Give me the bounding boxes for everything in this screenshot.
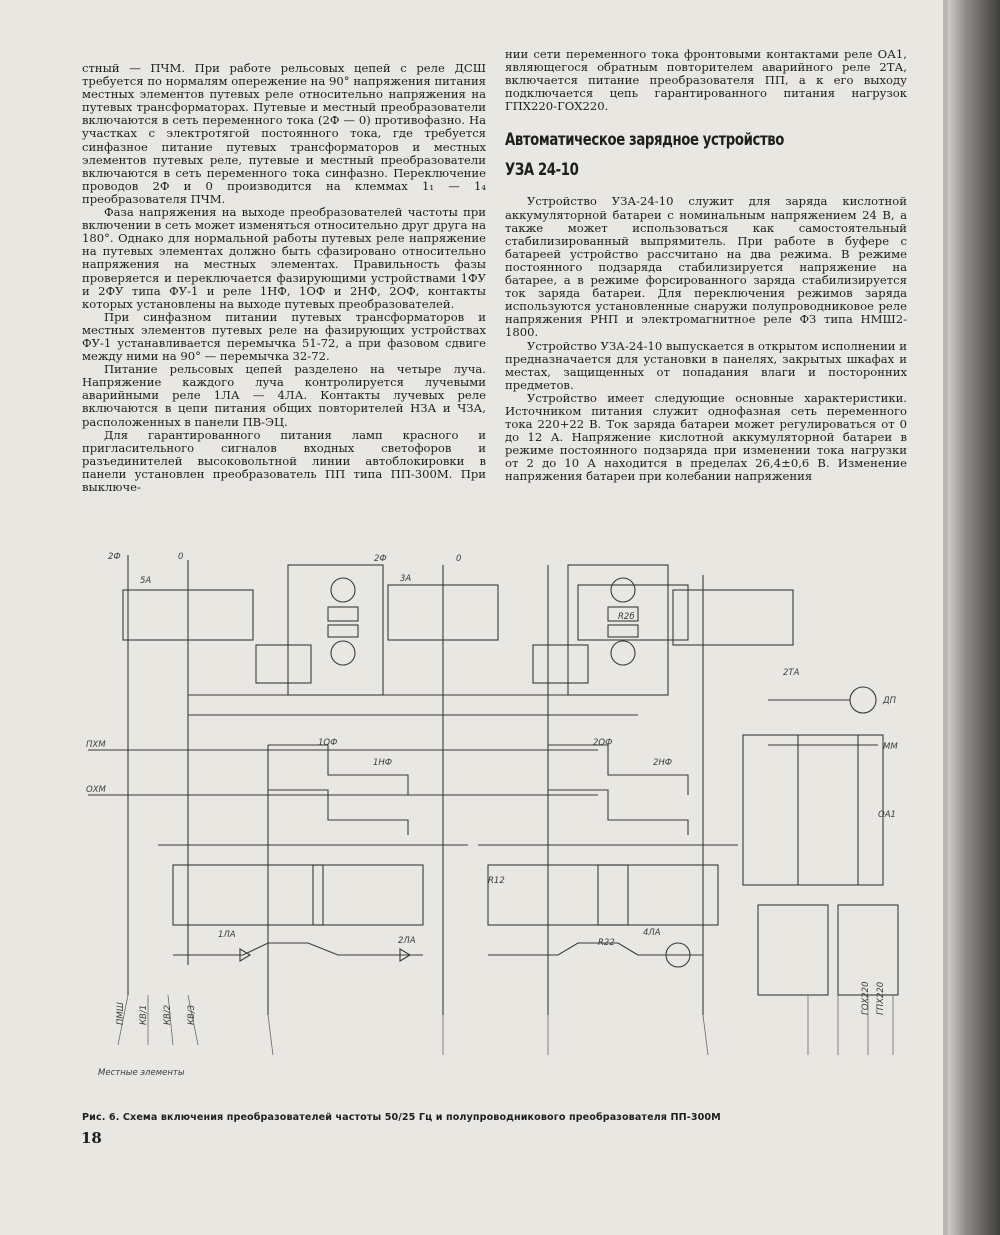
relay-label: 2ОФ [593,738,613,748]
bus-label: ПХМ [86,740,106,750]
contact-wire [268,790,408,835]
relay-label: 1ЛА [218,930,236,940]
relay-block [758,905,828,995]
converter-frame [288,565,383,695]
converter-block [673,590,793,645]
relay-label: 2НФ [653,758,673,768]
figure-caption: Рис. 6. Схема включения преобразователей частоты 50/25 Гц и полупроводникового преобразователя ПП-300М [82,1112,721,1123]
paragraph: Устройство УЗА-24-10 выпускается в открытом исполнении и предназначается для установки в панелях, закрытых шкафах и местах, защищенных от попадания влаги и посторонних предметов. [505,338,907,392]
page-number: 18 [81,1129,102,1147]
motor-symbol [611,578,635,602]
relay-block [488,865,628,925]
paragraph: Устройство имеет следующие основные характеристики. Источником питания служит однофазная сеть переменного тока 220+22 В. Ток заряда батареи может регулироваться от 0 до 12 А. Напряжение кислотной аккумуляторной батареи в режиме постоянного подзаряда при изменении тока нагрузки от 2 до 10 А находится в пределах 26,4±0,6 В. Изменение напряжения батареи при колебании напряжения [505,390,907,484]
right-text-column [505,48,907,484]
relay-label: 4ЛА [643,928,661,938]
terminal-label: ГПХ220 [876,981,886,1015]
converter-block [256,645,311,683]
contact-wire [268,745,408,795]
heading-line: УЗА 24-10 [505,160,579,181]
motor-symbol [331,641,355,665]
paragraph: нии сети переменного тока фронтовыми контактами реле ОА1, являющегося обратным повторителем аварийного реле 2ТА, включается питание преобразователя ПП, а к его выходу подключается цепь гарантированного питания нагрузок ГПХ220-ГОХ220. [505,47,907,114]
terminal-label: КВ/2 [163,1004,173,1025]
supply-label: 0 [456,554,462,564]
relay-label: 1НФ [373,758,393,768]
relay-block [598,865,718,925]
relay-label: ДП [883,696,897,706]
relay-block [313,865,423,925]
relay-wire [173,943,423,955]
circuit-diagram [78,545,918,1105]
contact-wire [548,745,688,795]
resistor-label: R12 [488,876,505,886]
resistor-label: R2б [618,612,635,622]
resistor-label: R22 [598,938,615,948]
left-text-column [82,62,486,494]
terminal-label: КВ/1 [139,1004,149,1025]
paragraph: Фаза напряжения на выходе преобразователей частоты при включении в сеть может изменяться относительно друг друга на 180°. Однако для нормальной работы путевых реле напряжение на путевых элементах должно быть сфазировано относительно напряжения на местных элементах. Правильность фазы проверяется и переключается фазирующими устройствами 1ФУ и 2ФУ типа ФУ-1 и реле 1НФ, 1ОФ и 2НФ, 2ОФ, контакты которых установлены на выходе путевых преобразователей. [82,205,486,311]
pp300m-block [743,735,883,885]
terminal-label: ГОХ220 [861,981,871,1015]
terminal-label: КВ/3 [187,1004,197,1025]
relay-coil [850,687,876,713]
fuse-label: 5А [140,576,152,586]
paragraph: Устройство УЗА-24-10 служит для заряда кислотной аккумуляторной батареи с номинальным напряжением 24 В, а также может использоваться как самостоятельный стабилизированный выпрямитель. При работе в буфере с батареей устройство рассчитано на два режима. В режиме постоянного подзаряда стабилизируется напряжение на батарее, а в режиме форсированного заряда стабилизируется ток заряда батареи. Для переключения режимов заряда используются установленные снаружи полупроводниковое реле напряжения РНП и электромагнитное реле ФЗ типа НМШ2-1800. [505,194,907,340]
resistor [328,607,358,621]
converter-block [533,645,588,683]
binding-shadow [948,0,1000,1235]
relay-label: ММ [883,742,898,752]
motor-symbol [331,578,355,602]
supply-label: 2Ф [108,552,121,562]
terminal-label: ПМШ [116,1002,126,1025]
motor-symbol [611,641,635,665]
relay-label: 2ЛА [398,936,416,946]
resistor [328,625,358,637]
terminal-label: Местные элементы [98,1068,185,1078]
supply-label: 0 [178,552,184,562]
terminal-lead [703,1015,708,1055]
paragraph: Питание рельсовых цепей разделено на четыре луча. Напряжение каждого луча контролируется лучевыми аварийными реле 1ЛА — 4ЛА. Контакты лучевых реле включаются в цепи питания общих повторителей НЗА и ЧЗА, расположенных в панели ПВ-ЭЦ. [82,362,486,429]
relay-label: ОА1 [878,810,896,820]
section-heading [505,125,819,185]
terminal-lead [268,1015,273,1055]
resistor [608,625,638,637]
heading-line: Автоматическое зарядное устройство [505,130,785,151]
relay-block [838,905,898,995]
bus-label: ОХМ [86,785,106,795]
contact-wire [548,790,688,835]
fuse-label: 3А [400,574,412,584]
supply-label: 2Ф [374,554,387,564]
paragraph: Для гарантированного питания ламп красного и пригласительного сигналов входных светофоров и разъединителей высоковольтной линии автоблокировки в панели установлен преобразователь ПП типа ПП-300М. При выключе- [82,427,486,494]
relay-label: 2ТА [783,668,800,678]
paragraph: стный — ПЧМ. При работе рельсовых цепей с реле ДСШ требуется по нормалям опережение на 90° напряжения питания местных элементов путевых реле относительно напряжения на путевых трансформаторах. Путевые и местный преобразователи включаются в сеть переменного тока (2Ф — 0) противофазно. На участках с электротягой постоянного тока, где требуется синфазное питание путевых трансформаторов и местных элементов путевых реле, путевые и местный преобразователи включаются в сеть переменного тока синфазно. Переключение проводов 2Ф и 0 производится на клеммах 1₁ — 1₄ преобразователя ПЧМ. [82,61,486,206]
relay-label: 1ОФ [318,738,338,748]
relay-block [173,865,323,925]
paragraph: При синфазном питании путевых трансформаторов и местных элементов путевых реле на фазирующих устройствах ФУ-1 устанавливается перемычка 51-72, а при фазовом сдвиге между ними на 90° — перемычка 32-72. [82,309,486,364]
